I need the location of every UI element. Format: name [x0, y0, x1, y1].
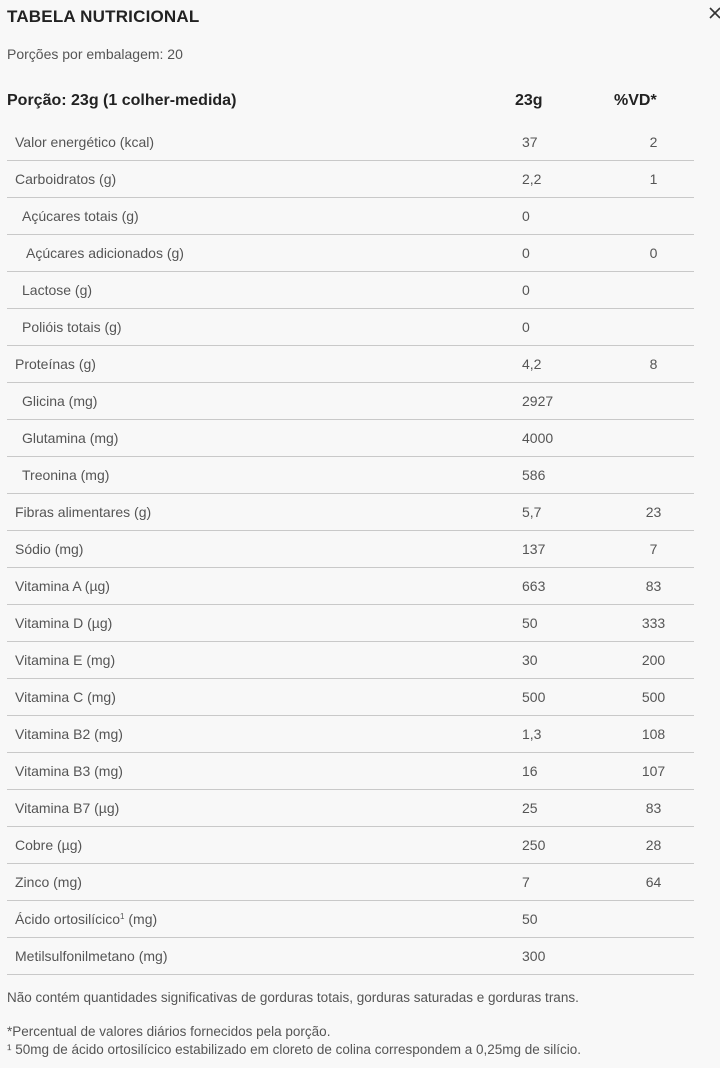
nutrient-label-text: Açúcares totais (g)	[22, 208, 139, 224]
nutrient-label	[15, 874, 82, 890]
table-header	[7, 90, 694, 114]
nutrient-amount: 663	[522, 578, 546, 594]
nutrient-vd: 7	[649, 541, 658, 557]
nutrient-label-text: Proteínas (g)	[15, 356, 96, 372]
nutrient-label	[15, 948, 168, 964]
nutrient-amount: 30	[522, 652, 538, 668]
table-row	[7, 346, 694, 383]
nutrient-label	[15, 911, 157, 927]
nutrition-table	[7, 124, 694, 975]
nutrient-label	[22, 319, 122, 335]
nutrient-amount: 37	[522, 134, 538, 150]
no-significant-note: Não contém quantidades significativas de gorduras totais, gorduras saturadas e gorduras trans.	[7, 990, 579, 1005]
nutrient-label	[15, 171, 116, 187]
nutrient-label-text: Polióis totais (g)	[22, 319, 122, 335]
nutrient-vd: 28	[645, 837, 662, 853]
table-row	[7, 457, 694, 494]
close-button[interactable]	[707, 5, 720, 23]
nutrient-label-unit: (mg)	[124, 911, 158, 927]
table-row	[7, 568, 694, 605]
nutrient-label	[15, 356, 96, 372]
nutrient-label-text: Vitamina B2 (mg)	[15, 726, 123, 742]
nutrient-label	[15, 541, 83, 557]
nutrient-label	[15, 837, 82, 853]
nutrient-label-text: Lactose (g)	[22, 282, 93, 298]
nutrient-label	[22, 467, 109, 483]
table-row	[7, 938, 694, 975]
footnote-marker: 1	[120, 912, 125, 921]
nutrient-amount: 137	[522, 541, 546, 557]
nutrient-label-text: Zinco (mg)	[15, 874, 82, 890]
table-row	[7, 827, 694, 864]
nutrient-label	[22, 208, 139, 224]
nutrient-label	[22, 430, 118, 446]
nutrient-vd: 2	[649, 134, 658, 150]
table-row	[7, 494, 694, 531]
nutrient-vd: 0	[649, 245, 658, 261]
nutrient-vd: 83	[645, 578, 662, 594]
nutrient-vd: 1	[649, 171, 658, 187]
servings-per-package: Porções por embalagem: 20	[7, 46, 183, 62]
footnotes	[7, 1023, 581, 1059]
nutrient-label-text: Carboidratos (g)	[15, 171, 117, 187]
table-row	[7, 161, 694, 198]
nutrient-label-text: Fibras alimentares (g)	[15, 504, 152, 520]
nutrient-label-text: Vitamina C (mg)	[15, 689, 116, 705]
nutrient-amount: 0	[522, 208, 530, 224]
nutrient-label	[15, 652, 115, 668]
nutrient-amount: 1,3	[522, 726, 542, 742]
table-row	[7, 235, 694, 272]
nutrient-vd: 108	[641, 726, 666, 742]
nutrient-amount: 250	[522, 837, 546, 853]
nutrient-amount: 2,2	[522, 171, 542, 187]
nutrient-label	[15, 726, 123, 742]
nutrient-label	[15, 134, 154, 150]
nutrient-amount: 5,7	[522, 504, 542, 520]
nutrient-label-text: Glutamina (mg)	[22, 430, 119, 446]
nutrient-label	[15, 800, 119, 816]
nutrient-vd: 64	[645, 874, 662, 890]
nutrient-amount: 50	[522, 911, 538, 927]
vd-header: %VD*	[614, 92, 657, 109]
table-row	[7, 864, 694, 901]
nutrient-amount: 0	[522, 282, 530, 298]
nutrient-amount: 2927	[522, 393, 554, 409]
table-row	[7, 605, 694, 642]
table-row	[7, 198, 694, 235]
nutrient-vd: 200	[641, 652, 666, 668]
page-title: TABELA NUTRICIONAL	[7, 7, 200, 26]
nutrient-vd: 500	[641, 689, 666, 705]
table-row	[7, 716, 694, 753]
nutrient-amount: 16	[522, 763, 538, 779]
nutrient-label	[15, 763, 123, 779]
table-row	[7, 901, 694, 938]
nutrient-vd: 23	[645, 504, 662, 520]
table-row	[7, 383, 694, 420]
nutrient-amount: 4,2	[522, 356, 542, 372]
table-row	[7, 642, 694, 679]
nutrient-label	[15, 504, 151, 520]
table-row	[7, 124, 694, 161]
vd-note: *Percentual de valores diários fornecidos pela porção.	[7, 1024, 331, 1039]
nutrient-amount: 50	[522, 615, 538, 631]
nutrient-label-text: Açúcares adicionados (g)	[26, 245, 184, 261]
nutrient-label	[22, 393, 97, 409]
nutrient-vd: 107	[641, 763, 666, 779]
nutrient-label	[22, 282, 92, 298]
nutrient-label-text: Ácido ortosilícico	[15, 911, 121, 927]
nutrient-amount: 300	[522, 948, 546, 964]
table-row	[7, 309, 694, 346]
nutrient-vd: 8	[649, 356, 658, 372]
nutrient-vd: 333	[641, 615, 666, 631]
table-row	[7, 272, 694, 309]
nutrient-label-text: Treonina (mg)	[22, 467, 110, 483]
nutrient-amount: 0	[522, 245, 530, 261]
nutrient-label-text: Sódio (mg)	[15, 541, 84, 557]
nutrient-amount: 7	[522, 874, 530, 890]
nutrient-label-text: Vitamina B7 (µg)	[15, 800, 120, 816]
nutrient-label-text: Glicina (mg)	[22, 393, 98, 409]
table-row	[7, 420, 694, 457]
nutrient-vd: 83	[645, 800, 662, 816]
nutrient-label-text: Vitamina B3 (mg)	[15, 763, 123, 779]
nutrient-amount: 500	[522, 689, 546, 705]
nutrient-label	[15, 689, 116, 705]
nutrient-amount: 4000	[522, 430, 554, 446]
nutrient-amount: 25	[522, 800, 538, 816]
nutrient-label-text: Vitamina D (µg)	[15, 615, 113, 631]
table-row	[7, 790, 694, 827]
silicon-footnote: ¹ 50mg de ácido ortosilícico estabilizado em cloreto de colina correspondem a 0,25mg de silício.	[7, 1042, 582, 1057]
nutrient-label-text: Vitamina E (mg)	[15, 652, 116, 668]
table-row	[7, 531, 694, 568]
nutrient-label-text: Cobre (µg)	[15, 837, 83, 853]
nutrient-label	[15, 615, 112, 631]
table-row	[7, 753, 694, 790]
nutrient-amount: 586	[522, 467, 546, 483]
nutrient-label	[26, 245, 184, 261]
amount-header: 23g	[515, 92, 543, 109]
nutrient-label-text: Vitamina A (µg)	[15, 578, 110, 594]
nutrient-label	[15, 578, 110, 594]
portion-header: Porção: 23g (1 colher-medida)	[7, 92, 237, 109]
close-icon	[707, 5, 720, 21]
nutrient-amount: 0	[522, 319, 530, 335]
nutrient-label-text: Metilsulfonilmetano (mg)	[15, 948, 168, 964]
table-row	[7, 679, 694, 716]
nutrient-label-text: Valor energético (kcal)	[15, 134, 155, 150]
